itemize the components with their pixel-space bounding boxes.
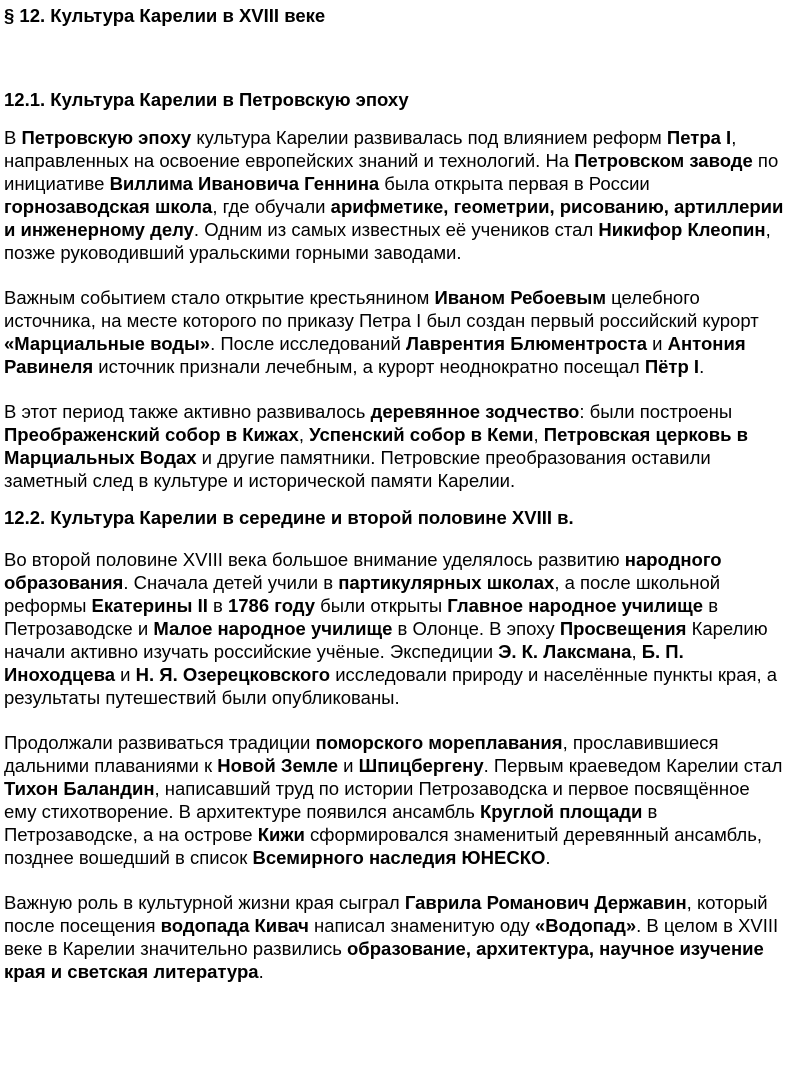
section-2-paragraph-3 [4, 891, 786, 983]
bold-term: Петра I [666, 127, 732, 148]
text-run: целебного источника, на месте которого по приказу Петра I был создан первый российский курорт [4, 287, 759, 331]
text-run: была открыта первая в России [379, 173, 650, 194]
bold-term: Н. Я. Озерецковского [135, 664, 331, 685]
bold-term: Пётр I [644, 356, 700, 377]
bold-term: Малое народное училище [153, 618, 393, 639]
text-run: в [207, 595, 228, 616]
text-run: написал знаменитую оду [308, 915, 535, 936]
bold-term: Круглой площади [479, 801, 643, 822]
bold-term: Никифор Клеопин [598, 219, 766, 240]
bold-term: Антония Равинеля [4, 333, 746, 377]
text-run: . Сначала детей учили в [123, 572, 339, 593]
text-run: . [699, 356, 705, 377]
bold-term: деревянное зодчество [370, 401, 580, 422]
bold-term: Петровском заводе [574, 150, 753, 171]
bold-term: народного образования [4, 549, 722, 593]
text-run: Важным событием стало открытие крестьянином [4, 287, 435, 308]
section-heading-2: 12.2. Культура Карелии в середине и второй половине XVIII в. [4, 507, 574, 528]
bold-term: «Марциальные воды» [4, 333, 211, 354]
text-run: в Петрозаводске, а на острове [4, 801, 658, 845]
text-run: и [647, 333, 668, 354]
section-1-paragraph-2 [4, 286, 786, 378]
text-run: В этот период также активно развивалось [4, 401, 371, 422]
bold-term: Виллима Ивановича Геннина [109, 173, 380, 194]
section-1-paragraph-1 [4, 126, 786, 264]
text-run: источник признали лечебным, а курорт неоднократно посещал [93, 356, 645, 377]
text-run: , [631, 641, 642, 662]
bold-term: образование, архитектура, научное изучение края и светская литература [4, 938, 764, 982]
section-2-paragraph-2 [4, 731, 786, 869]
text-run: , позже руководивший уральскими горными заводами. [4, 219, 771, 263]
text-run: , а после школьной реформы [4, 572, 721, 616]
section-heading-1: 12.1. Культура Карелии в Петровскую эпоху [4, 89, 409, 110]
section-2-paragraph-1 [4, 548, 786, 709]
bold-term: Лаврентия Блюментроста [405, 333, 648, 354]
text-run: и [338, 755, 359, 776]
bold-term: Всемирного наследия ЮНЕСКО [252, 847, 546, 868]
bold-term: горнозаводская школа [4, 196, 213, 217]
bold-term: Петровскую эпоху [21, 127, 192, 148]
bold-term: водопада Кивач [160, 915, 309, 936]
text-run: , написавший труд по истории Петрозаводска и первое посвящённое ему стихотворение. В архитектуре появился ансамбль [4, 778, 750, 822]
text-run: в Петрозаводске и [4, 595, 719, 639]
text-run: . Одним из самых известных её учеников стал [193, 219, 599, 240]
text-run: , где обучали [212, 196, 331, 217]
bold-term: партикулярных школах [338, 572, 555, 593]
text-run: и другие памятники. Петровские преобразования оставили заметный след в культуре и исторической памяти Карелии. [4, 447, 711, 491]
bold-term: «Водопад» [534, 915, 637, 936]
text-run: сформировался знаменитый деревянный ансамбль, позднее вошедший в список [4, 824, 762, 868]
page-title: § 12. Культура Карелии в XVIII веке [4, 5, 326, 26]
bold-term: Екатерины II [91, 595, 208, 616]
bold-term: поморского мореплавания [315, 732, 563, 753]
bold-term: Б. П. Иноходцева [4, 641, 684, 685]
text-run: , [298, 424, 310, 445]
bold-term: Шпицбергену [358, 755, 484, 776]
bold-term: Тихон Баландин [4, 778, 155, 799]
bold-term: Успенский собор в Кеми [309, 424, 534, 445]
text-run: В [4, 127, 22, 148]
text-run: культура Карелии развивалась под влиянием реформ [191, 127, 667, 148]
text-run: . [545, 847, 551, 868]
text-run: . [258, 961, 264, 982]
bold-term: Новой Земле [217, 755, 338, 776]
text-run: в Олонце. В эпоху [392, 618, 560, 639]
bold-term: Главное народное училище [447, 595, 704, 616]
text-run: и [115, 664, 136, 685]
bold-term: Иваном Ребоевым [434, 287, 607, 308]
text-run: , направленных на освоение европейских знаний и технологий. На [4, 127, 737, 171]
text-run: : были построены [579, 401, 733, 422]
text-run: , который после посещения [4, 892, 768, 936]
text-run: по инициативе [4, 150, 779, 194]
text-run: . В целом в XVIII веке в Карелии значительно развились [4, 915, 779, 959]
text-run: исследовали природу и населённые пункты края, а результаты путешествий были опубликованы. [4, 664, 778, 708]
bold-term: арифметике, геометрии, рисованию, артиллерии и инженерному делу [4, 196, 784, 240]
bold-term: Преображенский собор в Кижах [4, 424, 299, 445]
text-run: , прославившиеся дальними плаваниями к [4, 732, 719, 776]
text-run: , [533, 424, 544, 445]
bold-term: Петровская церковь в Марциальных Водах [4, 424, 748, 468]
bold-term: Э. К. Лаксмана [498, 641, 632, 662]
text-run: Продолжали развиваться традиции [4, 732, 316, 753]
text-run: Важную роль в культурной жизни края сыграл [4, 892, 405, 913]
text-run: Во второй половине XVIII века большое внимание уделялось развитию [4, 549, 625, 570]
bold-term: Кижи [257, 824, 305, 845]
text-run: . После исследований [210, 333, 406, 354]
section-1-paragraph-3 [4, 400, 786, 492]
text-run: были открыты [315, 595, 448, 616]
text-run: . Первым краеведом Карелии стал [483, 755, 783, 776]
text-run: Карелию начали активно изучать российские учёные. Экспедиции [4, 618, 768, 662]
bold-term: Просвещения [559, 618, 687, 639]
bold-term: Гаврила Романович Державин [404, 892, 687, 913]
bold-term: 1786 году [227, 595, 316, 616]
